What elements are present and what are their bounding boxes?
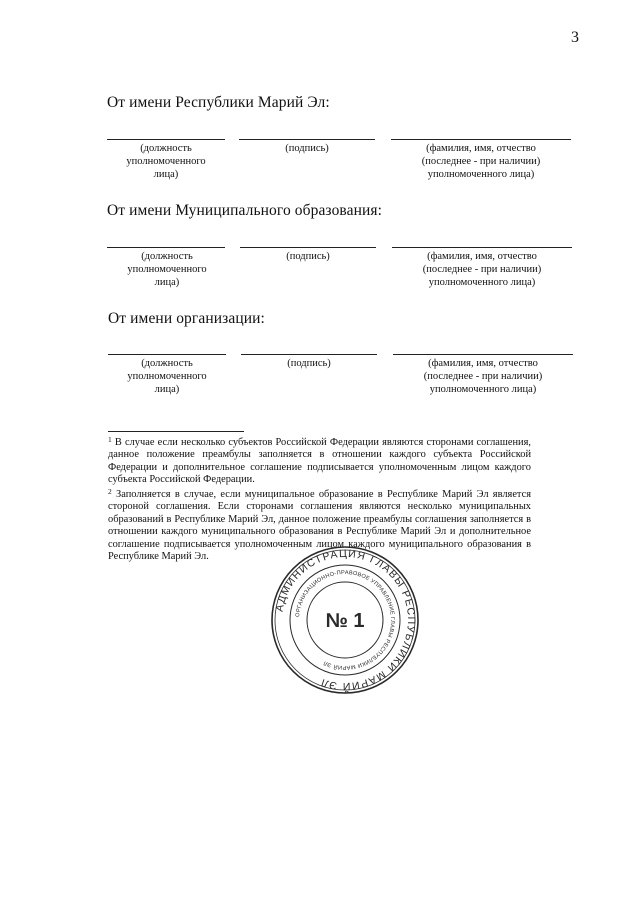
footnote-mark: 1 <box>108 435 112 444</box>
seal-number: № 1 <box>325 610 365 632</box>
footnote-separator <box>108 431 244 432</box>
position-caption: (должность уполномоченного лица) <box>127 358 207 395</box>
signature-caption: (подпись) <box>287 358 331 369</box>
seal-inner-text: ОРГАНИЗАЦИОННО-ПРАВОВОЕ УПРАВЛЕНИЕ ГЛАВЫ РЕСПУБЛИКИ МАРИЙ ЭЛ <box>295 569 396 671</box>
page-number: 3 <box>571 29 579 46</box>
name-line <box>391 139 571 140</box>
signature-caption: (подпись) <box>286 251 330 262</box>
name-line <box>392 247 572 248</box>
footnote-1 <box>108 434 531 487</box>
name-caption: (фамилия, имя, отчество (последнее - при наличии) уполномоченного лица) <box>423 358 543 395</box>
name-caption: (фамилия, имя, отчество (последнее - при наличии) уполномоченного лица) <box>422 251 542 288</box>
position-caption: (должность уполномоченного лица) <box>127 251 207 288</box>
position-caption: (должность уполномоченного лица) <box>126 143 206 180</box>
position-line <box>108 354 226 355</box>
signature-line <box>241 354 377 355</box>
official-seal <box>270 545 420 695</box>
footnote-mark: 2 <box>108 487 112 496</box>
signature-line <box>240 247 376 248</box>
signature-line <box>239 139 375 140</box>
signature-block-heading-republic: От имени Республики Марий Эл: <box>107 94 330 111</box>
seal-outer-text: АДМИНИСТРАЦИЯ ГЛАВЫ РЕСПУБЛИКИ МАРИЙ ЭЛ <box>273 547 418 693</box>
signature-block-heading-municipality: От имени Муниципального образования: <box>107 202 383 219</box>
footnote-text: В случае если несколько субъектов Российской Федерации являются сторонами соглашения, данное положение преамбулы заполняется в отношении каждого субъекта Российской Федерации и дополнительное соглашение подписывается уполномоченным лицом каждого субъекта Российской Федерации. <box>108 437 531 486</box>
name-line <box>393 354 573 355</box>
signature-block-heading-organization: От имени организации: <box>108 310 265 327</box>
position-line <box>107 247 225 248</box>
footnote-text: Заполняется в случае, если муниципальное образование в Республике Марий Эл является стороной соглашения. Если сторонами соглашения являются несколько муниципальных образований в Республике Марий Эл, данное положение преамбулы соглашения заполняется в отношении каждого муниципального образования в Республике Марий Эл и дополнительное соглашение подписывается уполномоченным лицом каждого муниципального образования в Республике Марий Эл. <box>108 489 531 563</box>
signature-caption: (подпись) <box>285 143 329 154</box>
position-line <box>107 139 225 140</box>
name-caption: (фамилия, имя, отчество (последнее - при наличии) уполномоченного лица) <box>421 143 541 180</box>
